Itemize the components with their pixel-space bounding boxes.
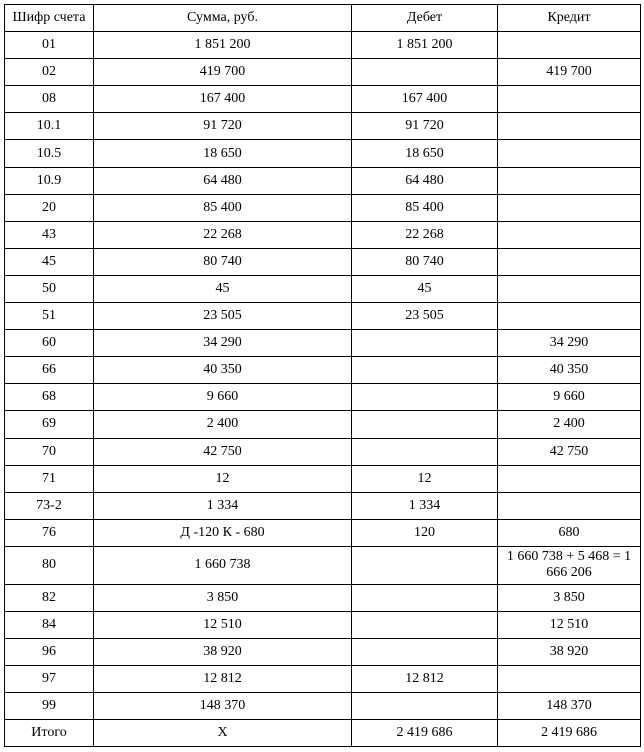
cell-credit [498, 492, 641, 519]
cell-credit [498, 167, 641, 194]
cell-sum: 34 290 [94, 330, 352, 357]
table-row [5, 59, 641, 86]
table-row [5, 639, 641, 666]
table-row [5, 611, 641, 638]
header-debit: Дебет [352, 5, 498, 32]
cell-debit: 64 480 [352, 167, 498, 194]
cell-credit [498, 303, 641, 330]
cell-sum: 22 268 [94, 221, 352, 248]
cell-sum: Х [94, 720, 352, 747]
cell-code: 10.5 [5, 140, 94, 167]
cell-credit [498, 194, 641, 221]
cell-code: 68 [5, 384, 94, 411]
cell-credit: 2 400 [498, 411, 641, 438]
table-row [5, 411, 641, 438]
cell-credit: 42 750 [498, 438, 641, 465]
cell-sum: 12 510 [94, 611, 352, 638]
table-row [5, 221, 641, 248]
cell-code: 84 [5, 611, 94, 638]
cell-credit [498, 140, 641, 167]
cell-sum: 85 400 [94, 194, 352, 221]
cell-sum: 148 370 [94, 693, 352, 720]
table-row [5, 330, 641, 357]
table-body [5, 32, 641, 747]
cell-code: 80 [5, 546, 94, 584]
cell-debit: 1 334 [352, 492, 498, 519]
cell-sum: 1 851 200 [94, 32, 352, 59]
cell-credit [498, 248, 641, 275]
cell-credit: 1 660 738 + 5 468 = 1 666 206 [498, 546, 641, 584]
cell-debit: 2 419 686 [352, 720, 498, 747]
table-row [5, 693, 641, 720]
table-row [5, 140, 641, 167]
cell-sum: 9 660 [94, 384, 352, 411]
cell-debit: 23 505 [352, 303, 498, 330]
cell-sum: 12 812 [94, 666, 352, 693]
cell-code: 97 [5, 666, 94, 693]
table-row [5, 384, 641, 411]
cell-code: 71 [5, 465, 94, 492]
cell-credit: 680 [498, 519, 641, 546]
cell-sum: 80 740 [94, 248, 352, 275]
table-header-row [5, 5, 641, 32]
cell-debit: 91 720 [352, 113, 498, 140]
cell-credit: 419 700 [498, 59, 641, 86]
cell-credit [498, 221, 641, 248]
cell-sum: 23 505 [94, 303, 352, 330]
cell-code: 45 [5, 248, 94, 275]
cell-code: 76 [5, 519, 94, 546]
cell-code: 66 [5, 357, 94, 384]
cell-credit: 148 370 [498, 693, 641, 720]
cell-debit: 12 [352, 465, 498, 492]
cell-credit [498, 275, 641, 302]
cell-sum: 45 [94, 275, 352, 302]
cell-sum: 12 [94, 465, 352, 492]
cell-debit [352, 546, 498, 584]
cell-debit [352, 411, 498, 438]
cell-credit [498, 113, 641, 140]
cell-code: 99 [5, 693, 94, 720]
cell-code: 01 [5, 32, 94, 59]
cell-debit: 18 650 [352, 140, 498, 167]
table-row [5, 167, 641, 194]
cell-debit [352, 693, 498, 720]
cell-code: 10.9 [5, 167, 94, 194]
cell-sum: 91 720 [94, 113, 352, 140]
table-row [5, 584, 641, 611]
table-row [5, 86, 641, 113]
cell-debit: 12 812 [352, 666, 498, 693]
cell-credit: 40 350 [498, 357, 641, 384]
cell-sum: 3 850 [94, 584, 352, 611]
cell-debit [352, 584, 498, 611]
table-row [5, 357, 641, 384]
cell-code: 96 [5, 639, 94, 666]
cell-code: 43 [5, 221, 94, 248]
cell-sum: 64 480 [94, 167, 352, 194]
cell-code: 51 [5, 303, 94, 330]
table-row [5, 303, 641, 330]
cell-sum: 40 350 [94, 357, 352, 384]
cell-debit: 1 851 200 [352, 32, 498, 59]
cell-sum: 38 920 [94, 639, 352, 666]
cell-code: 50 [5, 275, 94, 302]
cell-debit [352, 639, 498, 666]
cell-debit: 45 [352, 275, 498, 302]
cell-credit [498, 666, 641, 693]
cell-debit [352, 357, 498, 384]
cell-credit: 9 660 [498, 384, 641, 411]
cell-credit: 12 510 [498, 611, 641, 638]
accounts-table [4, 4, 641, 747]
cell-sum: 419 700 [94, 59, 352, 86]
cell-credit [498, 32, 641, 59]
cell-debit: 120 [352, 519, 498, 546]
table-row [5, 248, 641, 275]
cell-debit [352, 59, 498, 86]
cell-sum: 1 660 738 [94, 546, 352, 584]
header-sum: Сумма, руб. [94, 5, 352, 32]
cell-sum: 1 334 [94, 492, 352, 519]
header-credit: Кредит [498, 5, 641, 32]
cell-debit: 80 740 [352, 248, 498, 275]
cell-credit: 34 290 [498, 330, 641, 357]
table-row [5, 519, 641, 546]
cell-code: 08 [5, 86, 94, 113]
cell-debit [352, 384, 498, 411]
cell-debit: 22 268 [352, 221, 498, 248]
cell-debit [352, 611, 498, 638]
cell-code: 02 [5, 59, 94, 86]
cell-sum: Д -120 К - 680 [94, 519, 352, 546]
cell-credit: 38 920 [498, 639, 641, 666]
table-row [5, 438, 641, 465]
table-row [5, 666, 641, 693]
header-code: Шифр счета [5, 5, 94, 32]
cell-code: Итого [5, 720, 94, 747]
table-row [5, 194, 641, 221]
cell-sum: 2 400 [94, 411, 352, 438]
table-row [5, 720, 641, 747]
cell-debit: 167 400 [352, 86, 498, 113]
cell-credit: 2 419 686 [498, 720, 641, 747]
cell-code: 10.1 [5, 113, 94, 140]
table-row [5, 275, 641, 302]
cell-sum: 18 650 [94, 140, 352, 167]
table-row [5, 113, 641, 140]
cell-code: 70 [5, 438, 94, 465]
table-row [5, 546, 641, 584]
cell-sum: 42 750 [94, 438, 352, 465]
cell-debit [352, 330, 498, 357]
cell-sum: 167 400 [94, 86, 352, 113]
table-row [5, 32, 641, 59]
cell-code: 69 [5, 411, 94, 438]
cell-credit: 3 850 [498, 584, 641, 611]
cell-code: 20 [5, 194, 94, 221]
cell-debit [352, 438, 498, 465]
cell-code: 60 [5, 330, 94, 357]
cell-code: 73-2 [5, 492, 94, 519]
cell-credit [498, 465, 641, 492]
table-row [5, 492, 641, 519]
cell-debit: 85 400 [352, 194, 498, 221]
table-row [5, 465, 641, 492]
cell-code: 82 [5, 584, 94, 611]
cell-credit [498, 86, 641, 113]
